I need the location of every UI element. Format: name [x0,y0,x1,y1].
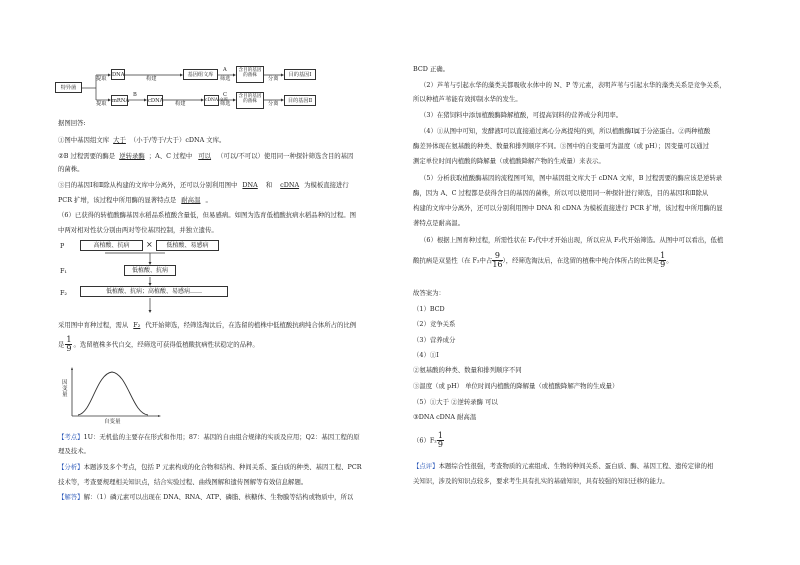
flow-label-build-1: 构建 [146,76,157,82]
right-q6-fraction-1: $\frac{9}{16}$ [492,251,503,269]
answer-5b: ③DNA cDNA 耐高温 [413,413,477,421]
right-line-3: （3）在猪饲料中添加植酸酶降解植酸，可提高饲料的营养成分利用率。 [420,111,623,119]
right-line-7: （5）分析获取植酸酶基因的流程图可知，图中基因组文库大于 cDNA 文库，B 过程需要的酶应该是逆转录 [420,174,723,182]
cross-p-label: P [60,242,65,250]
kaodian-cont: 理及技术。 [58,447,90,455]
q6-answer-2: 是 $\frac{1}{9}$ 。选留植株多代自交，经筛选可获得低植酸抗病性状稳定的品种。 [58,335,259,353]
fenxi-cont: 技术等，考查要规理相关知识点，结合实验过程、曲线图解和遗传图解等有效信息解题。 [58,478,308,486]
right-line-5: 酶差异体现在氨基酸的种类、数量和排列顺序不同。③图中的自变量可为温度（或 pH）；因变量可以通过 [413,142,710,150]
graph-xlabel: 自变量 [104,419,121,425]
flow-target-gene-2-box: 目的基因Ⅱ [284,95,316,106]
answer-5: （5）①大于 ②逆转录酶 可以 [413,398,498,406]
answer-intro: 据图回答: [58,119,86,127]
right-line-6: 测定单位时间内植酸的降解量（或植酸降解产物的生成量）来表示。 [413,157,605,165]
answer-1: （1）BCD [413,305,445,313]
q6-intro-2: 中两对相对性状分别由两对等位基因控制，并独立遗传。 [58,226,218,234]
right-q6-line-1: （6）根据上图育种过程，所需性状在 F₂代中才开始出现，所以应从 F₂代开始筛选。从图中可以看出，低植 [420,236,724,244]
answers-title: 故答案为： [413,289,445,297]
kaodian-tag: 【考点】 [58,433,84,441]
flow-label-screen-2: 筛选 [220,101,231,107]
flow-label-b: B [133,92,137,98]
cross-p-left: 高植酸、抗病 [80,240,143,251]
answer-2: （2）竞争关系 [413,320,456,328]
cross-sign: × [146,240,153,249]
answer-6-fraction: $\frac{1}{9}$ [437,431,443,449]
answer-4c: ③温度（或 pH） 单位时间内植酸的降解量（或植酸降解产物的生成量） [413,382,619,390]
q3-line: ③目的基因Ⅰ和Ⅱ除从构建的文库中分离外，还可以分别利用图中 DNA 和 cDNA 为模板直接进行 [58,181,349,189]
q3-answer-1: DNA [242,181,258,189]
flow-dna-box: DNA [111,69,125,80]
jieda-line: 【解答】解：（1）磷元素可以出现在 DNA、RNA、ATP、磷脂、核糖体、生物膜等结构或物质中，所以 [58,493,354,501]
flow-label-separate-2: 分离 [268,101,279,107]
kaodian-line: 【考点】1U：无机盐的主要存在形式和作用；87：基因的自由组合规律的实质及应用；Q2：基因工程的原 [58,433,360,441]
flow-label-build-2: 构建 [175,101,186,107]
q3-answer-3: 耐高温 [181,196,201,204]
cross-p-right: 低植酸、易感病 [156,240,219,251]
dianping-line: 【点评】本题综合性很强，考查物质的元素组成、生物的种间关系、蛋白质、酶、基因工程、遗传定律的相 [413,462,714,470]
q2-answer-1: 逆转录酶 [119,152,145,160]
answer-4b: ②氨基酸的种类、数量和排列顺序不同 [413,366,522,374]
fenxi-tag: 【分析】 [58,463,84,471]
answer-3: （3）营养成分 [413,336,456,344]
flow-label-separate-1: 分离 [268,76,279,82]
q6-answer-fraction: $\frac{1}{9}$ [66,335,72,353]
q2-answer-2: 可以 [198,152,212,160]
right-line-4: （4）①从图中可知，发酵液Ⅰ可以直接通过离心分离提纯的到，所以植酸酶Ⅰ属于分泌蛋白。②两种植酸 [420,127,711,135]
flow-strain-box-1: 含目的基因的菌株 [236,66,264,83]
q3-cont: PCR 扩增，该过程中所用酶的显著特点是 耐高温 。 [58,196,212,204]
cross-f1: 低植酸、抗病 [124,265,176,276]
right-line-9: 构建的文库中分离外，还可以分别利用图中 DNA 和 cDNA 为模板直接进行 PCR 扩增，该过程中所用酶的显 [413,204,723,212]
q6-answer-generation: F₂ [133,321,141,329]
flow-label-extract-2: 提取 [96,101,107,107]
q6-intro-1: （6）已获得的转植酸酶基因水稻品系植酸含量低，但易感病。如图为选育低植酸抗病水稻品种的过程。图 [58,211,357,219]
q2-cont: 的菌株。 [58,165,84,173]
flow-target-gene-1-box: 目的基因Ⅰ [284,69,316,80]
dianping-tag: 【点评】 [413,462,439,470]
right-q6-line-2: 酸抗病是双显性（在 F₂中占 $\frac{9}{16}$ ），经筛选淘汰后，在选留的植株中纯合体所占的比例是 $\frac{1}{9}$ 。 [413,251,673,269]
jieda-tag: 【解答】 [58,493,84,501]
cross-f1-label: F₁ [60,267,67,275]
right-q6-fraction-2: $\frac{1}{9}$ [660,251,666,269]
right-line-10: 著特点是耐高温。 [413,219,465,227]
flow-label-a: A [223,67,227,73]
right-line-1: （2）芦苇与引起水华的藻类关都吸收水体中的 N、P 等元素，表明芦苇与引起水华的藻类关系是竞争关系， [420,81,726,89]
flow-source-box: 特异菌 [55,82,82,93]
right-line-8: 酶，因为 A、C 过程都是获得含目的基因的菌株，所以可以使用同一种探针进行筛选，目的基因Ⅰ和Ⅱ除从 [413,189,709,197]
cross-f2-label: F₂ [60,289,67,297]
flow-label-c: C [223,92,227,98]
flow-cdna-box: cDNA [147,95,163,106]
flow-label-screen-1: 筛选 [220,76,231,82]
flow-label-extract-1: 提取 [96,76,107,82]
graph-ylabel: 因变量 [62,380,68,398]
answer-4: （4）①Ⅰ [413,351,439,359]
q1-line: ①图中基因组文库 大于 （小于/等于/大于）cDNA 文库。 [58,136,226,144]
q3-answer-2: cDNA [280,181,300,189]
cross-f2: 低植酸、抗病；高植酸、易感病…… [80,286,228,297]
q2-line: ②B 过程需要的酶是 逆转录酶 ；A、C 过程中 可以 （可以/不可以）使用同一种探针筛选含目的基因 [58,152,354,160]
flow-cdna-library-box: cDNA 文库 [204,95,219,106]
dianping-cont: 关知识，涉及的知识点较多，要求考生具有扎实的基础知识，具有较强的知识迁移的能力。 [413,477,669,485]
flow-mrna-box: mRNA [111,95,128,106]
q1-answer: 大于 [113,136,126,144]
answer-6: （6）F₂ $\frac{1}{9}$ [413,431,443,449]
right-line-2: 所以种植芦苇能有效抑制水华的发生。 [413,95,522,103]
q6-answer-1: 采用图中育种过程，需从 F₂ 代开始筛选，经筛选淘汰后，在选留的植株中低植酸抗病纯合体所占的比例 [58,321,357,329]
flow-genome-library-box: 基因组文库 [183,69,218,80]
fenxi-line: 【分析】本题涉及多个考点，包括 P 元素构成的化合物和结构、种间关系、蛋白质的种类、基因工程、PCR [58,463,362,471]
flow-strain-box-2: 含目的基因的菌株 [236,92,264,109]
right-line-0: BCD 正确。 [413,65,450,73]
